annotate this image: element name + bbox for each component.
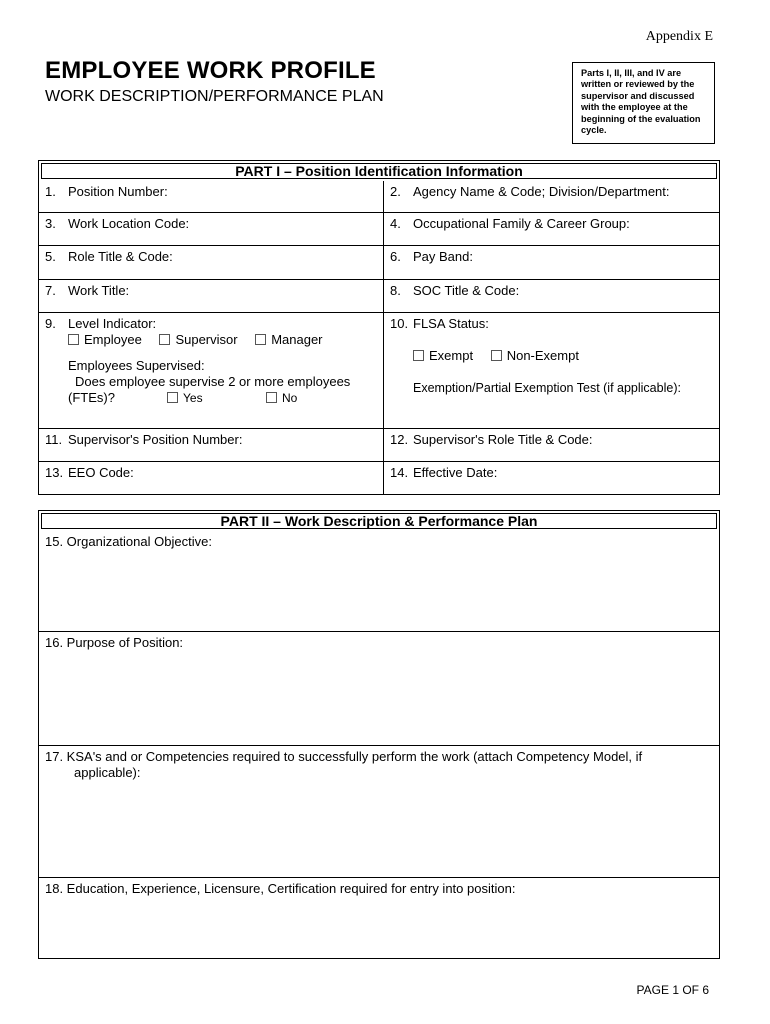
supervisor-position-field[interactable]: 11. Supervisor's Position Number: (39, 429, 384, 461)
role-title-field[interactable]: 5. Role Title & Code: (39, 246, 384, 279)
supervisor-checkbox[interactable]: Supervisor (159, 332, 237, 347)
checkbox-icon (68, 334, 79, 345)
form-row (39, 212, 719, 245)
supervisor-role-field[interactable]: 12. Supervisor's Role Title & Code: (390, 432, 593, 447)
supervised-question-tail: (FTEs)? (68, 390, 115, 405)
exempt-checkbox[interactable]: Exempt (413, 348, 473, 363)
part-1-heading: PART I – Position Identification Information (41, 163, 717, 179)
work-location-field[interactable]: 3. Work Location Code: (39, 213, 384, 245)
part-2-heading: PART II – Work Description & Performance Plan (41, 513, 717, 529)
form-row (39, 279, 719, 312)
checkbox-icon (266, 392, 277, 403)
occupational-family-field[interactable]: 4. Occupational Family & Career Group: (390, 216, 630, 231)
part-2-section (38, 510, 720, 959)
flsa-status-cell: 10. FLSA Status: Exempt Non-Exempt Exemption/Partial Exemption Test (if applicable): (384, 313, 719, 428)
pay-band-field[interactable]: 6. Pay Band: (390, 249, 473, 264)
flsa-status-label: FLSA Status: (413, 316, 489, 331)
manager-checkbox[interactable]: Manager (255, 332, 322, 347)
form-row (39, 461, 719, 494)
form-row (39, 428, 719, 461)
non-exempt-checkbox[interactable]: Non-Exempt (491, 348, 579, 363)
no-checkbox[interactable]: No (266, 390, 297, 406)
form-row (39, 312, 719, 428)
purpose-of-position-field[interactable]: 16. Purpose of Position: (39, 631, 719, 745)
work-title-field[interactable]: 7. Work Title: (39, 280, 384, 312)
checkbox-icon (491, 350, 502, 361)
appendix-label: Appendix E (645, 29, 713, 44)
page-title: EMPLOYEE WORK PROFILE (45, 57, 376, 84)
agency-name-field[interactable]: 2. Agency Name & Code; Division/Department: (390, 184, 670, 199)
form-row (39, 181, 719, 212)
checkbox-icon (413, 350, 424, 361)
effective-date-field[interactable]: 14. Effective Date: (390, 465, 498, 480)
checkbox-icon (159, 334, 170, 345)
exemption-test-field[interactable]: Exemption/Partial Exemption Test (if applicable): (413, 381, 681, 395)
position-number-field[interactable]: 1. Position Number: (39, 181, 384, 212)
employees-supervised-label: Employees Supervised: (68, 358, 205, 373)
level-indicator-label: Level Indicator: (68, 316, 157, 331)
checkbox-icon (255, 334, 266, 345)
page-subtitle: WORK DESCRIPTION/PERFORMANCE PLAN (45, 88, 384, 105)
education-experience-field[interactable]: 18. Education, Experience, Licensure, Certification required for entry into position: (39, 877, 719, 958)
form-row (39, 245, 719, 279)
checkbox-icon (167, 392, 178, 403)
supervised-question: Does employee supervise 2 or more employees (75, 374, 351, 389)
soc-title-field[interactable]: 8. SOC Title & Code: (390, 283, 520, 298)
employee-checkbox[interactable]: Employee (68, 332, 142, 347)
part-1-section (38, 160, 720, 495)
ksa-competencies-field[interactable]: 17. KSA's and or Competencies required to successfully perform the work (attach Competency Model, if applicable): (39, 745, 719, 877)
yes-checkbox[interactable]: Yes (167, 390, 203, 406)
eeo-code-field[interactable]: 13. EEO Code: (39, 462, 384, 494)
instruction-note: Parts I, II, III, and IV are written or reviewed by the supervisor and discussed with the employee at the beginning of the evaluation cycle. (572, 62, 715, 144)
level-indicator-cell: 9. Level Indicator: Employee Supervisor Manager Employees Supervised: Does employee supervise 2 or more employees (FTEs)? Yes No (39, 313, 384, 428)
page-number: PAGE 1 OF 6 (636, 983, 709, 997)
organizational-objective-field[interactable]: 15. Organizational Objective: (45, 534, 212, 549)
